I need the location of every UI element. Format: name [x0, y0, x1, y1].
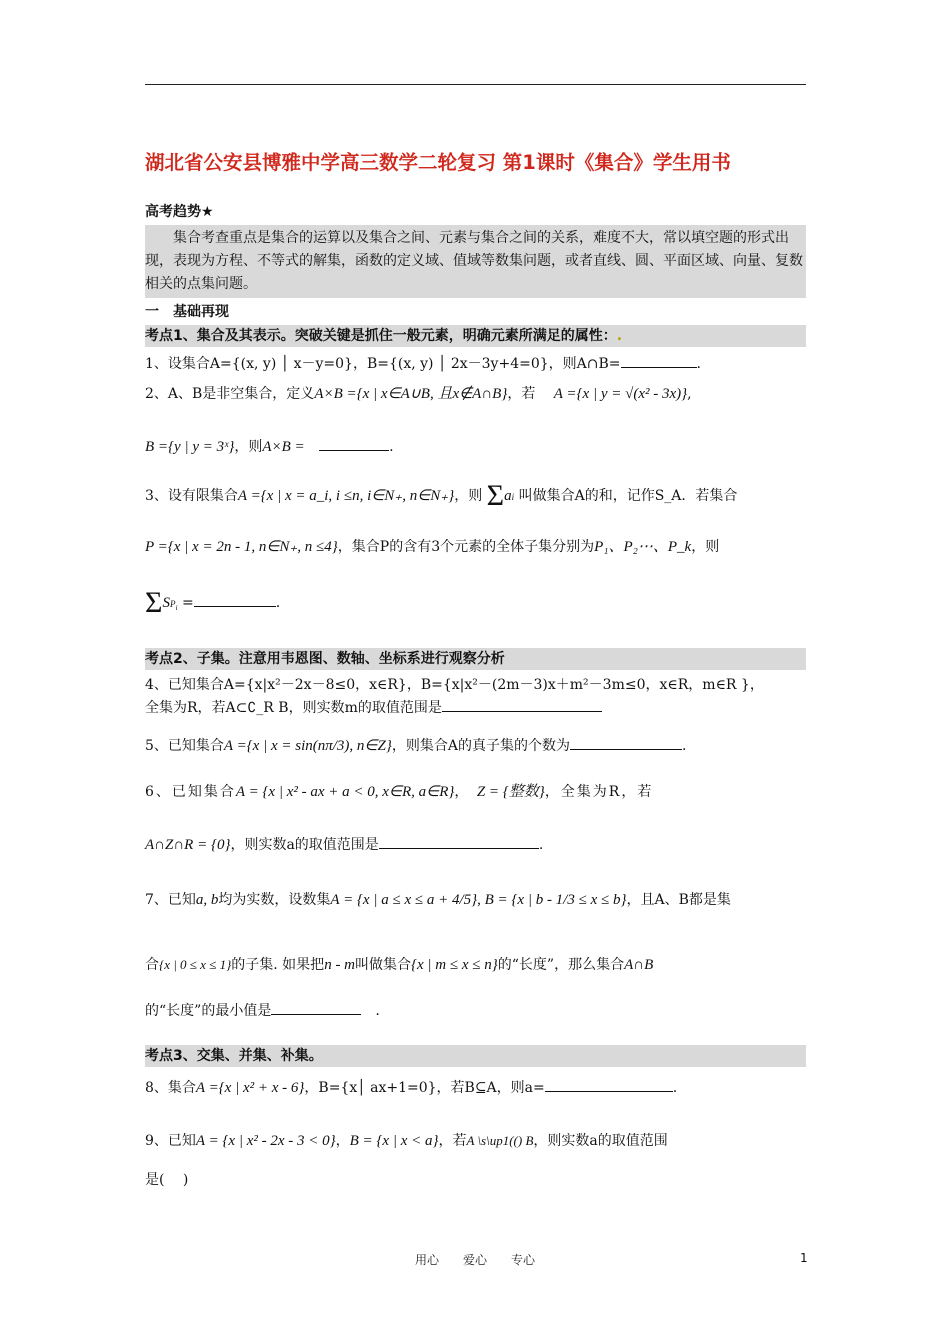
question-4-cont [145, 697, 806, 718]
q3-text-4: ，集合P的含有3个元素的全体子集分别为 [337, 539, 595, 555]
answer-blank[interactable] [570, 735, 682, 750]
section-1-heading: 一 基础再现 [145, 304, 229, 320]
q2-set-a: A ={x | y = √(x² - 3x)} [553, 386, 688, 402]
q3-subsets: P₁、P₂⋯、P_k [594, 539, 692, 555]
key-point-1-text: 考点1、集合及其表示。突破关键是抓住一般元素，明确元素所满足的属性： [145, 328, 617, 344]
q2-text-3: ，则 [234, 439, 263, 455]
answer-blank[interactable] [271, 1000, 361, 1015]
q6-condition: A∩Z∩R = {0} [145, 837, 231, 853]
marker-dot: . [616, 328, 623, 344]
q7-sets: A = {x | a ≤ x ≤ a + 4/5}, B = {x | b - 1/3 ≤ x ≤ b} [330, 892, 627, 908]
q7-text: 7、已知 [145, 892, 196, 908]
sigma-symbol: Σ [486, 479, 505, 512]
question-1: 1、设集合A={(x, y) │ x－y=0}，B={(x, y) │ 2x－3y+4=0}，则A∩B= . [145, 353, 806, 374]
q7-text-8: 的“长度”的最小值是 [145, 1003, 272, 1019]
q7-interval: {x | m ≤ x ≤ n} [411, 957, 498, 973]
question-4: 4、已知集合A={x|x²－2x－8≤0，x∈R}，B={x|x²－(2m－3)x＋m²－3m≤0，x∈R，m∈R }， [145, 677, 764, 693]
q6-text-3: ，全集为R，若 [544, 784, 654, 800]
q3-set-p: P ={x | x = 2n - 1, n∈N₊, n ≤4} [145, 539, 338, 555]
q7-text-6: 叫做集合 [355, 957, 412, 973]
question-8: 8、集合A ={x | x² + x - 6}，B={x│ ax+1=0}，若B⊆A，则a= . [145, 1077, 806, 1098]
question-6-cont: A∩Z∩R = {0}，则实数a的取值范围是 . [145, 834, 806, 855]
q7-text-5: 的子集. 如果把 [231, 957, 325, 973]
q7-length-expr: n - m [324, 957, 356, 973]
q9-text-4: ，则实数a的取值范围 [533, 1133, 668, 1149]
q2-text: 2、A、B是非空集合，定义 [145, 386, 315, 402]
question-3-sum: $\Sigma SP_i$ = . [145, 586, 281, 619]
q3-text: 3、设有限集合 [145, 488, 238, 504]
q4-text: 全集为R，若A⊂∁_R B，则实数m的取值范围是 [145, 700, 442, 716]
page-title: 湖北省公安县博雅中学高三数学二轮复习 第1课时《集合》学生用书 [145, 151, 731, 174]
question-9-cont: 是( ) [145, 1172, 189, 1188]
sum-term: ai [504, 488, 515, 504]
q8-set-a: A ={x | x² + x - 6} [195, 1080, 305, 1096]
question-3-cont [145, 537, 806, 557]
q6-set-a: A = {x | x² - ax + a < 0, x∈R, a∈R} [235, 784, 455, 800]
q8-text-2: ，B={x│ ax+1=0}，若B⊆A，则a= [304, 1080, 545, 1096]
q3-set-a: A ={x | x = a_i, i ≤n, i∈N₊, n∈N₊} [237, 488, 455, 504]
question-7 [145, 890, 806, 910]
q9-set-b: B = {x | x < a} [349, 1133, 439, 1149]
key-point-2: 考点2、子集。注意用韦恩图、数轴、坐标系进行观察分析 [145, 648, 806, 670]
answer-blank[interactable] [545, 1077, 673, 1092]
question-9 [145, 1131, 806, 1151]
q9-text-2: ， [335, 1133, 350, 1149]
q2-product: A×B = [262, 439, 305, 455]
q9-relation: A \s\up1(() B [466, 1133, 534, 1148]
key-point-3: 考点3、交集、并集、补集。 [145, 1045, 806, 1067]
q1-text: 1、设集合A={(x, y) │ x－y=0}，B={(x, y) │ 2x－3y+4=0}，则A∩B= [145, 356, 621, 372]
question-7-end: 的“长度”的最小值是 . [145, 1000, 806, 1021]
q2-text-2: ，若 [507, 386, 536, 402]
answer-blank[interactable] [194, 592, 276, 607]
q8-text: 8、集合 [145, 1080, 196, 1096]
q7-text-4: 合 [145, 957, 159, 973]
q9-set-a: A = {x | x² - 2x - 3 < 0} [195, 1133, 336, 1149]
trend-heading: 高考趋势★ [145, 204, 214, 220]
sum-term: $SP_i$ [162, 595, 178, 612]
header-rule [145, 84, 806, 85]
q7-vars: a, b [195, 892, 219, 908]
q6-text-2: ， [454, 784, 471, 800]
answer-blank[interactable] [621, 353, 697, 368]
q7-unit-interval: {x | 0 ≤ x ≤ 1} [159, 957, 232, 972]
q7-intersection: A∩B [624, 957, 654, 973]
q3-equals: = [182, 595, 194, 611]
key-point-1 [145, 325, 806, 347]
q3-text-2: ，则 [454, 488, 483, 504]
q5-set-a: A ={x | x = sin(nπ/3), n∈Z} [223, 738, 392, 754]
q9-text-3: ，若 [438, 1133, 467, 1149]
answer-blank[interactable] [379, 834, 539, 849]
page-footer: 用心 爱心 专心 [414, 1253, 535, 1267]
sigma-symbol: Σ [145, 586, 163, 619]
q2-definition: A×B ={x | x∈A∪B, 且x∉A∩B} [314, 386, 508, 402]
question-2: 2、A、B是非空集合，定义A×B ={x | x∈A∪B, 且x∉A∩B}，若 A ={x | y = √(x² - 3x)}, [145, 386, 692, 402]
q3-text-3: 叫做集合A的和，记作S_A．若集合 [518, 488, 738, 504]
q7-text-2: 均为实数，设数集 [218, 892, 331, 908]
question-3 [145, 479, 806, 512]
answer-blank[interactable] [319, 436, 389, 451]
q9-text: 9、已知 [145, 1133, 196, 1149]
q6-text-4: ，则实数a的取值范围是 [230, 837, 379, 853]
page-number: 1 [800, 1251, 808, 1265]
q6-set-z: Z = {整数} [476, 784, 545, 800]
q2-set-b: B ={y | y = 3ˣ} [145, 439, 235, 455]
question-6 [145, 782, 806, 802]
trend-paragraph: 集合考查重点是集合的运算以及集合之间、元素与集合之间的关系，难度不大，常以填空题的形式出现，表现为方程、不等式的解集，函数的定义域、值域等数集问题，或者直线、圆、平面区域、向量、复数相关的点集问题。 [145, 225, 806, 298]
q7-text-7: 的“长度”，那么集合 [497, 957, 625, 973]
q3-text-5: ，则 [691, 539, 720, 555]
question-2-cont: B ={y | y = 3ˣ}，则A×B = . [145, 436, 806, 457]
q6-text: 6、已知集合 [145, 784, 236, 800]
q7-text-3: ，且A、B都是集 [626, 892, 731, 908]
answer-blank[interactable] [442, 697, 602, 712]
q5-text-2: ，则集合A的真子集的个数为 [391, 738, 570, 754]
question-5: 5、已知集合A ={x | x = sin(nπ/3), n∈Z}，则集合A的真子集的个数为 . [145, 735, 806, 756]
q5-text: 5、已知集合 [145, 738, 224, 754]
question-7-cont [145, 955, 806, 975]
